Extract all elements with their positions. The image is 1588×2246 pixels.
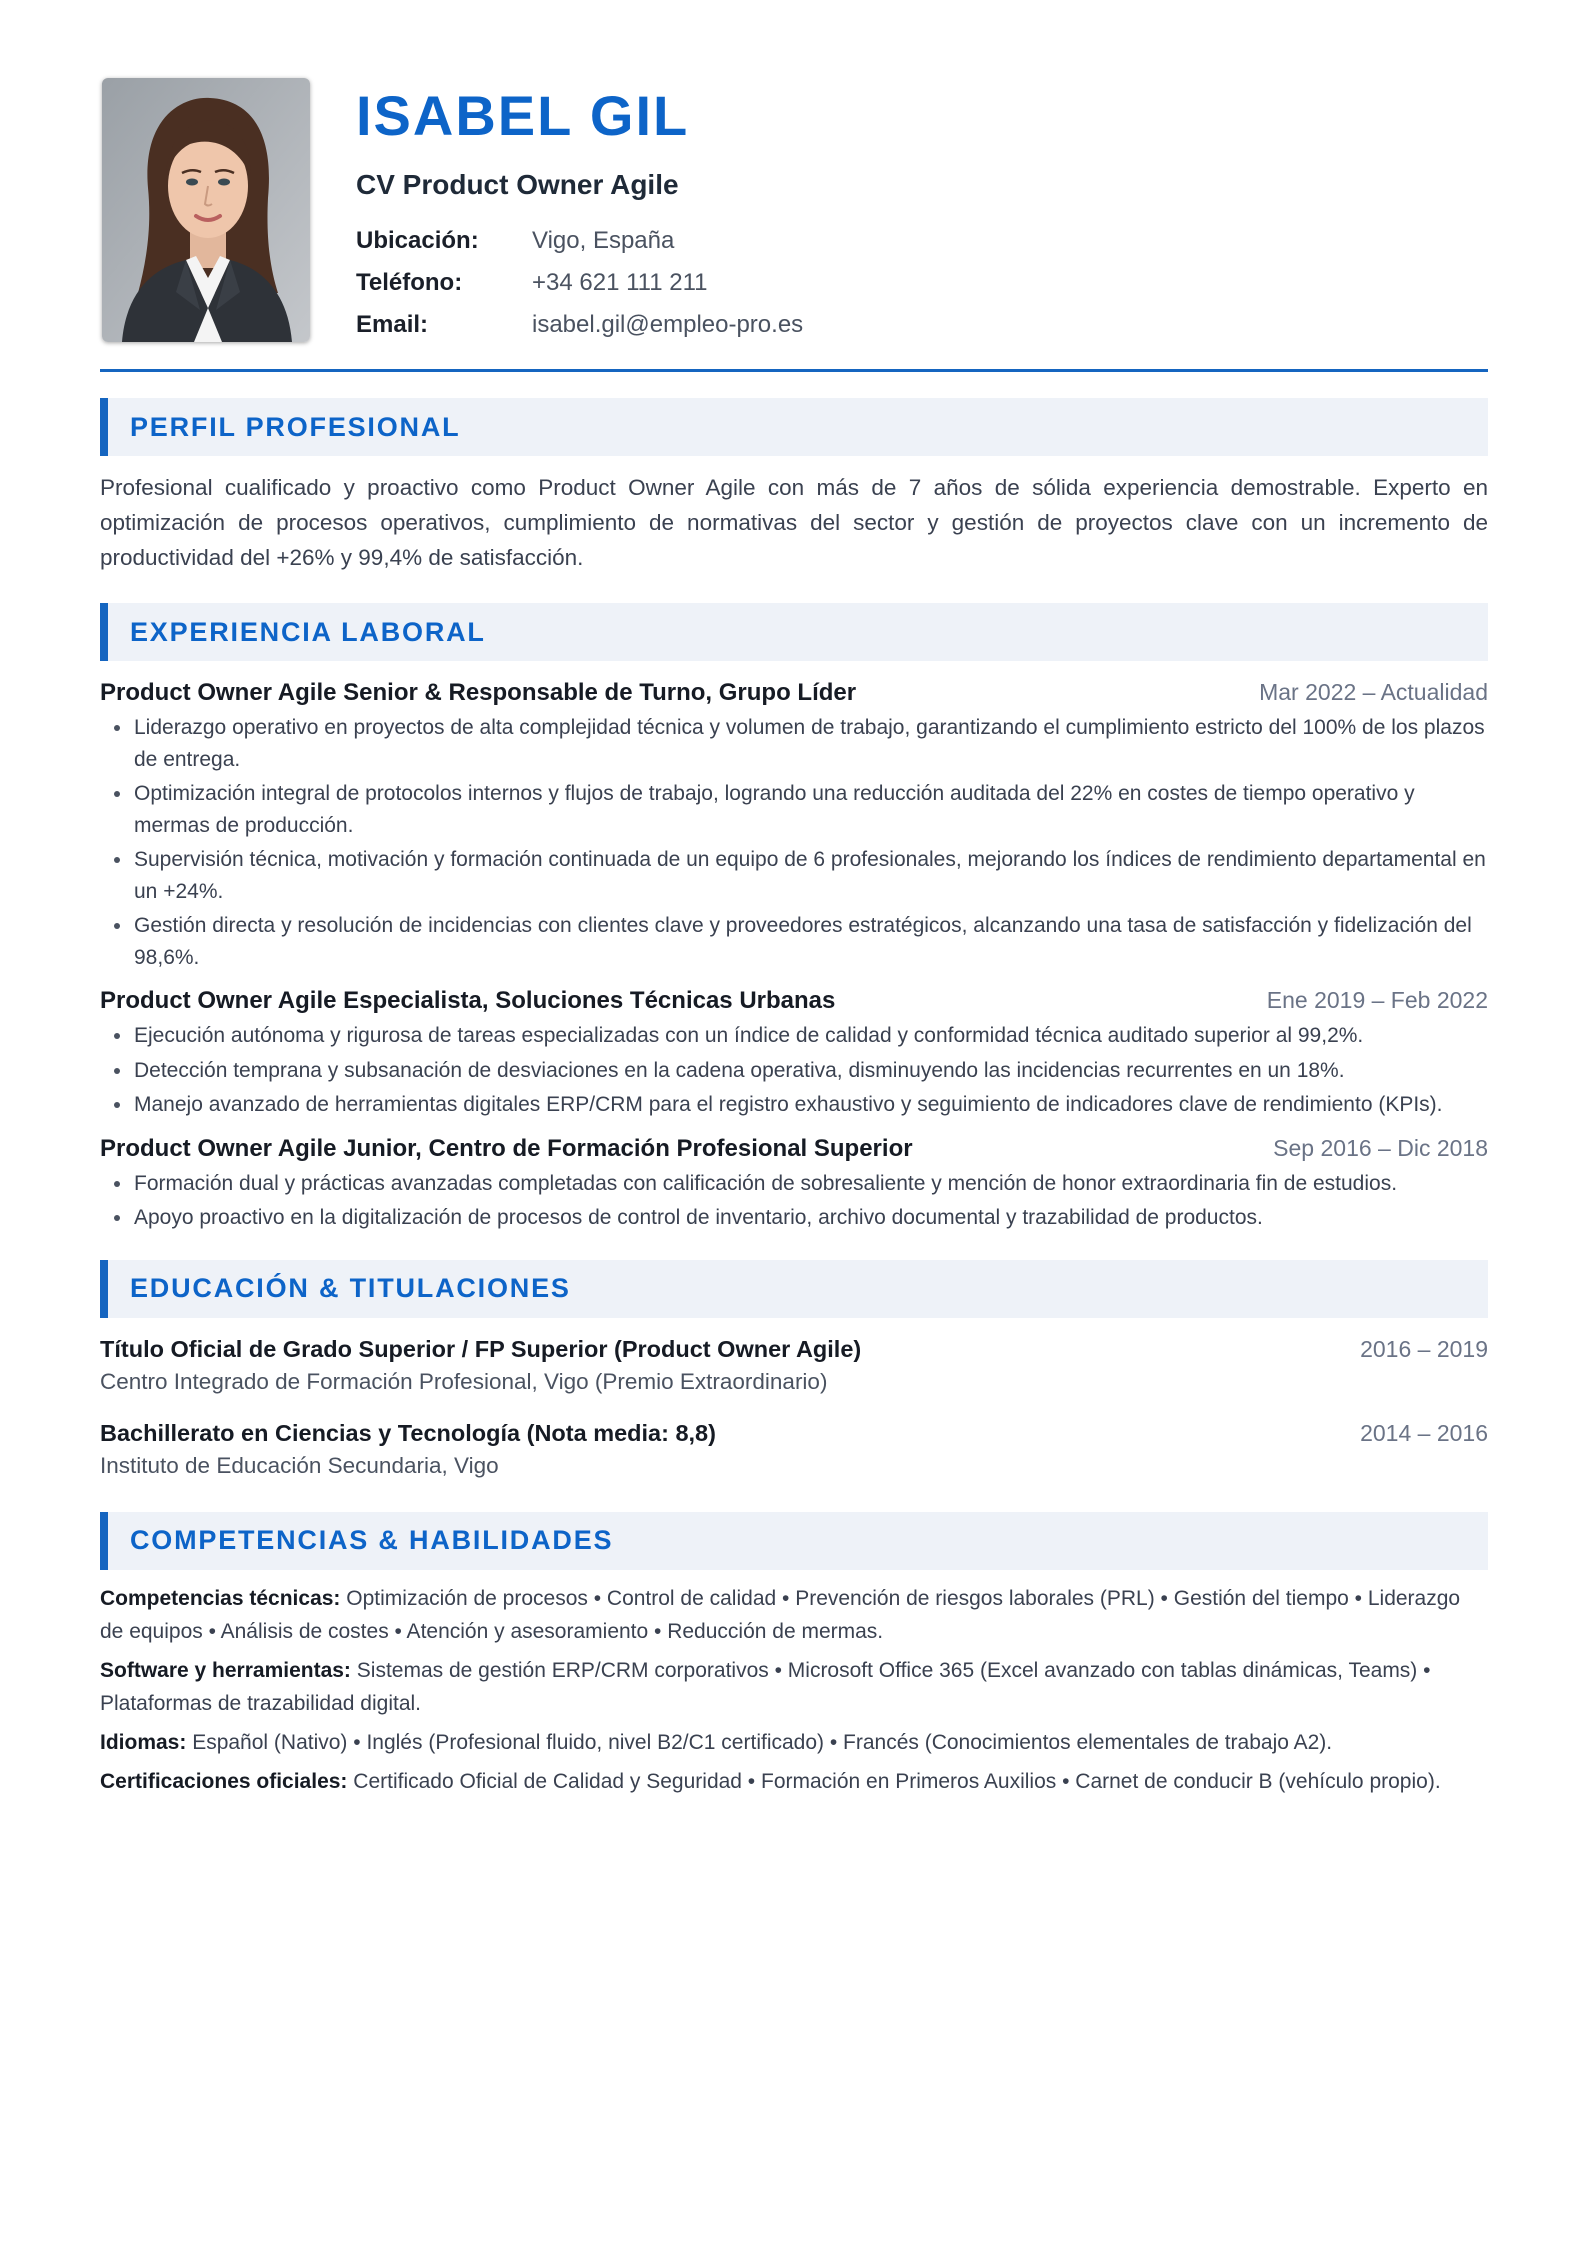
cv-header bbox=[100, 0, 1488, 372]
section-education bbox=[100, 1260, 1488, 1482]
skill-item bbox=[100, 1654, 1488, 1720]
job-bullets bbox=[100, 1168, 1488, 1234]
contact-value[interactable]: isabel.gil@empleo-pro.es bbox=[532, 311, 804, 338]
contact-label: Email: bbox=[356, 311, 429, 338]
section-title: PERFIL PROFESIONAL bbox=[130, 411, 461, 442]
skill-text: Certificado Oficial de Calidad y Seguridad • Formación en Primeros Auxilios • Carnet de conducir B (vehículo propio). bbox=[347, 1769, 1441, 1793]
education-institution: Instituto de Educación Secundaria, Vigo bbox=[100, 1452, 499, 1478]
job-bullets bbox=[100, 1020, 1488, 1121]
job-header bbox=[100, 983, 1488, 1018]
skill-text: Sistemas de gestión ERP/CRM corporativos • Microsoft Office 365 (Excel avanzado con tablas dinámicas, Teams) • Plataformas de trazabilidad digital. bbox=[100, 1658, 1431, 1715]
job-entry bbox=[100, 983, 1488, 1121]
job-bullet: Supervisión técnica, motivación y formación continuada de un equipo de 6 profesionales, mejorando los índices de rendimiento departamental en un +24%. bbox=[100, 844, 1488, 907]
skill-text: Español (Nativo) • Inglés (Profesional fluido, nivel B2/C1 certificado) • Francés (Conocimientos elementales de trabajo A2). bbox=[186, 1730, 1333, 1754]
job-title: Product Owner Agile Especialista, Soluciones Técnicas Urbanas bbox=[100, 987, 836, 1014]
job-header bbox=[100, 1131, 1488, 1166]
skill-item bbox=[100, 1726, 1488, 1759]
job-bullet: Ejecución autónoma y rigurosa de tareas especializadas con un índice de calidad y conformidad técnica auditado superior al 99,2%. bbox=[100, 1020, 1488, 1052]
section-skills bbox=[100, 1512, 1488, 1798]
job-header bbox=[100, 675, 1488, 710]
skill-item bbox=[100, 1582, 1488, 1648]
job-date: Sep 2016 – Dic 2018 bbox=[1273, 1134, 1488, 1161]
section-profile bbox=[100, 398, 1488, 575]
skill-label: Competencias técnicas: bbox=[100, 1586, 341, 1610]
section-title: COMPETENCIAS & HABILIDADES bbox=[130, 1525, 614, 1555]
section-heading bbox=[100, 603, 1488, 661]
education-title: Título Oficial de Grado Superior / FP Superior (Product Owner Agile) bbox=[100, 1335, 862, 1362]
section-heading bbox=[100, 1512, 1488, 1570]
section-title: EDUCACIÓN & TITULACIONES bbox=[130, 1273, 571, 1303]
job-bullet: Gestión directa y resolución de incidencias con clientes clave y proveedores estratégicos, alcanzando una tasa de satisfacción y fidelización del 98,6%. bbox=[100, 910, 1488, 973]
education-title: Bachillerato en Ciencias y Tecnología (Nota media: 8,8) bbox=[100, 1419, 716, 1446]
contact-value[interactable]: +34 621 111 211 bbox=[532, 269, 708, 296]
job-title: Product Owner Agile Junior, Centro de Formación Profesional Superior bbox=[100, 1134, 913, 1162]
section-title: EXPERIENCIA LABORAL bbox=[130, 616, 486, 647]
job-bullet: Manejo avanzado de herramientas digitales ERP/CRM para el registro exhaustivo y seguimiento de indicadores clave de rendimiento (KPIs). bbox=[100, 1089, 1488, 1121]
contact-label: Ubicación: bbox=[356, 227, 479, 254]
education-entry bbox=[100, 1332, 1488, 1398]
job-bullets bbox=[100, 712, 1488, 973]
education-date: 2016 – 2019 bbox=[1360, 1335, 1488, 1362]
section-experience bbox=[100, 603, 1488, 1234]
education-header bbox=[100, 1332, 1488, 1366]
skill-label: Idiomas: bbox=[100, 1730, 187, 1754]
job-bullet: Detección temprana y subsanación de desviaciones en la cadena operativa, disminuyendo las incidencias recurrentes en un 18%. bbox=[100, 1055, 1488, 1087]
education-date: 2014 – 2016 bbox=[1360, 1419, 1488, 1446]
job-date: Ene 2019 – Feb 2022 bbox=[1266, 987, 1488, 1013]
job-bullet: Optimización integral de protocolos internos y flujos de trabajo, logrando una reducción auditada del 22% en costes de tiempo operativo y mermas de producción. bbox=[100, 778, 1488, 841]
section-heading bbox=[100, 1260, 1488, 1318]
contact-email bbox=[356, 304, 1488, 346]
job-entry bbox=[100, 675, 1488, 973]
job-entry bbox=[100, 1131, 1488, 1234]
candidate-name: ISABEL GIL bbox=[356, 84, 690, 147]
job-title: Product Owner Agile Senior & Responsable de Turno, Grupo Líder bbox=[100, 679, 857, 706]
skill-label: Software y herramientas: bbox=[100, 1658, 351, 1682]
education-institution: Centro Integrado de Formación Profesional, Vigo (Premio Extraordinario) bbox=[100, 1368, 828, 1394]
job-date: Mar 2022 – Actualidad bbox=[1259, 679, 1488, 705]
education-entry bbox=[100, 1416, 1488, 1482]
profile-photo bbox=[102, 78, 310, 342]
contact-label: Teléfono: bbox=[356, 269, 463, 296]
contact-location bbox=[356, 220, 1488, 262]
header-info bbox=[356, 80, 1488, 346]
section-heading bbox=[100, 398, 1488, 456]
skill-label: Certificaciones oficiales: bbox=[100, 1769, 348, 1793]
skill-text: Optimización de procesos • Control de calidad • Prevención de riesgos laborales (PRL) • Gestión del tiempo • Liderazgo de equipos • Análisis de costes • Atención y asesoramiento • Reducción de mermas. bbox=[100, 1586, 1461, 1643]
contact-value: Vigo, España bbox=[532, 227, 675, 254]
profile-text: Profesional cualificado y proactivo como Product Owner Agile con más de 7 años de sólida experiencia demostrable. Experto en optimización de procesos operativos, cumplimiento de normativas del sector y gestión de proyectos clave con un incremento de productividad del +26% y 99,4% de satisfacción. bbox=[100, 475, 1488, 570]
contact-list bbox=[356, 220, 1488, 346]
job-bullet: Apoyo proactivo en la digitalización de procesos de control de inventario, archivo documental y trazabilidad de productos. bbox=[100, 1202, 1488, 1234]
skills-list bbox=[100, 1582, 1488, 1798]
job-bullet: Formación dual y prácticas avanzadas completadas con calificación de sobresaliente y mención de honor extraordinaria fin de estudios. bbox=[100, 1168, 1488, 1200]
skill-item bbox=[100, 1765, 1488, 1798]
education-header bbox=[100, 1416, 1488, 1450]
job-bullet: Liderazgo operativo en proyectos de alta complejidad técnica y volumen de trabajo, garantizando el cumplimiento estricto del 100% de los plazos de entrega. bbox=[100, 712, 1488, 775]
contact-phone bbox=[356, 262, 1488, 304]
cv-title: CV Product Owner Agile bbox=[356, 169, 679, 200]
